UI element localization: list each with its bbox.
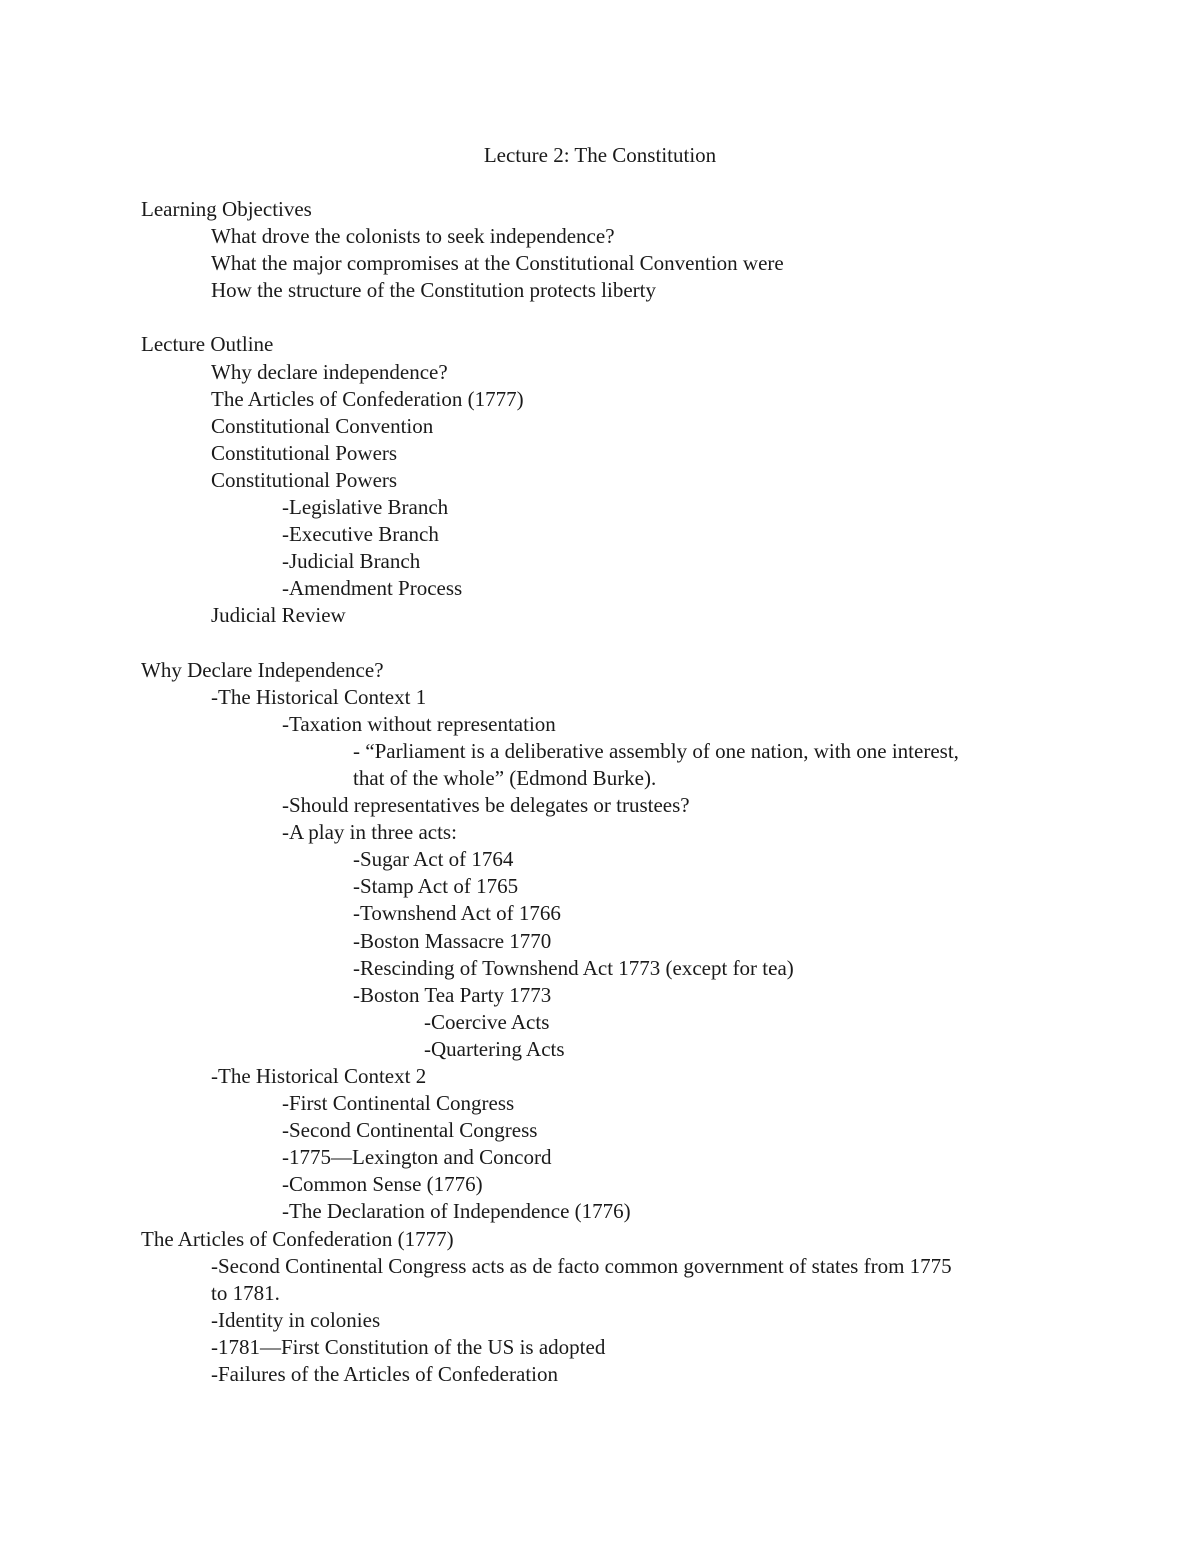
outline-item: Constitutional Powers (211, 467, 398, 492)
objective-item: What the major compromises at the Constitutional Convention were (211, 251, 784, 276)
outline-item: Constitutional Convention (211, 413, 434, 438)
outline-item: The Articles of Confederation (1777) (211, 386, 524, 411)
outline-sub-item: -Legislative Branch (282, 495, 449, 520)
context2-sub-item: -Second Continental Congress (282, 1118, 538, 1143)
why-declare-heading: Why Declare Independence? (141, 657, 384, 682)
context2-sub-item: -First Continental Congress (282, 1091, 515, 1116)
act-item: -Boston Massacre 1770 (353, 928, 552, 953)
articles-heading: The Articles of Confederation (1777) (141, 1226, 454, 1251)
outline-item: Constitutional Powers (211, 440, 398, 465)
lecture-outline-heading: Lecture Outline (141, 332, 274, 357)
articles-item-line-1: -Second Continental Congress acts as de facto common government of states from 1775 (211, 1253, 952, 1278)
page-title: Lecture 2: The Constitution (483, 143, 717, 167)
outline-item: Why declare independence? (211, 359, 448, 384)
outline-item: Judicial Review (211, 603, 346, 628)
articles-item: -Failures of the Articles of Confederation (211, 1362, 558, 1387)
tea-party-sub-item: -Coercive Acts (424, 1009, 550, 1034)
outline-sub-item: -Executive Branch (282, 522, 439, 547)
quote-line-1: - “Parliament is a deliberative assembly of one nation, with one interest, (353, 738, 959, 763)
document-body (141, 196, 1061, 1388)
objective-item: What drove the colonists to seek independence? (211, 224, 615, 249)
context2-sub-item: -Common Sense (1776) (282, 1172, 483, 1197)
context2-sub-item: -1775—Lexington and Concord (282, 1145, 552, 1170)
taxation-item: -Taxation without representation (282, 711, 556, 736)
objective-item: How the structure of the Constitution protects liberty (211, 278, 656, 303)
articles-item-line-2: to 1781. (211, 1280, 280, 1305)
articles-item: -Identity in colonies (211, 1307, 381, 1332)
spacer (141, 304, 1061, 331)
act-item: -Stamp Act of 1765 (353, 874, 519, 899)
play-item: -A play in three acts: (282, 820, 457, 845)
act-item: -Townshend Act of 1766 (353, 901, 561, 926)
tea-party-sub-item: -Quartering Acts (424, 1036, 565, 1061)
act-item: -Rescinding of Townshend Act 1773 (except for tea) (353, 955, 794, 980)
delegates-item: -Should representatives be delegates or trustees? (282, 793, 690, 818)
act-item: -Boston Tea Party 1773 (353, 982, 552, 1007)
quote-line-2: that of the whole” (Edmond Burke). (353, 765, 657, 790)
spacer (141, 630, 1061, 657)
act-item: -Sugar Act of 1764 (353, 847, 514, 872)
outline-sub-item: -Judicial Branch (282, 549, 421, 574)
outline-sub-item: -Amendment Process (282, 576, 463, 601)
learning-objectives-heading: Learning Objectives (141, 197, 312, 221)
context2-sub-item: -The Declaration of Independence (1776) (282, 1199, 631, 1224)
context2-item: -The Historical Context 2 (211, 1064, 427, 1088)
context1-item: -The Historical Context 1 (211, 684, 427, 709)
articles-item: -1781—First Constitution of the US is adopted (211, 1334, 606, 1359)
